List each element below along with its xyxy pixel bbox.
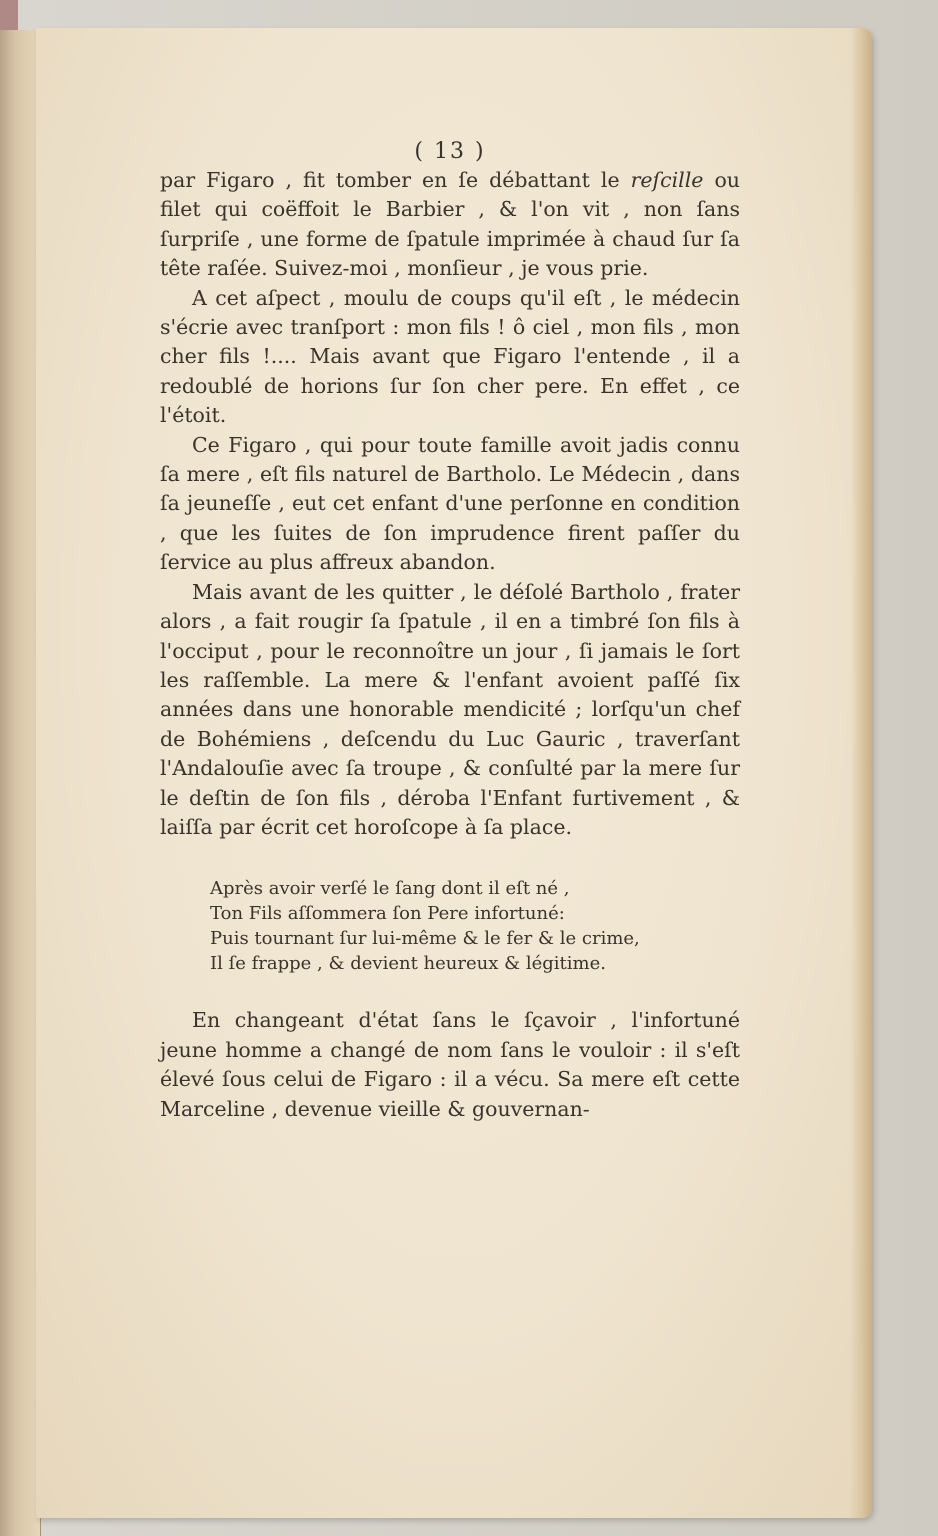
paragraph-1-rest: ou filet qui coëffoit le Barbier , & l'on vit , non ſans ſurpriſe , une forme de ſpatule imprimée à chaud ſur ſa tête raſée. Suivez-moi , monſieur , je vous prie. xyxy=(160,168,741,281)
paragraph-2: A cet aſpect , moulu de coups qu'il eſt , le médecin s'écrie avec tranſport : mon fils ! ô ciel , mon fils , mon cher fils !.... Mais avant que Figaro l'entende , il a redoublé de horions ſur ſon cher pere. En effet , ce l'étoit. xyxy=(160,285,740,428)
page-text-block xyxy=(160,140,740,1124)
paragraph-3: Ce Figaro , qui pour toute famille avoit jadis connu ſa mere , eſt fils naturel de Bartholo. Le Médecin , dans ſa jeuneſſe , eut cet enfant d'une perſonne en condition , que les ſuites de ſon imprudence firent paſſer du ſervice au plus affreux abandon. xyxy=(160,432,740,575)
paragraph-4: Mais avant de les quitter , le déſolé Bartholo , frater alors , a fait rougir ſa ſpatule , il en a timbré ſon fils à l'occiput , pour le reconnoître un jour , ſi jamais le ſort les raſſemble. La mere & l'enfant avoient paſſé ſix années dans une honorable mendicité ; lorſqu'un chef de Bohémiens , deſcendu du Luc Gauric , traverſant l'Andalouſie avec ſa troupe , & conſulté par la mere ſur le deſtin de ſon fils , déroba l'Enfant furtivement , & laiſſa par écrit cet horoſcope à ſa place. xyxy=(160,579,740,839)
verse-line: Ton Fils aſſommera ſon Pere infortuné: xyxy=(210,903,565,925)
page-number: ( 13 ) xyxy=(414,139,486,164)
horoscope-verse xyxy=(210,876,740,976)
page-fore-edge xyxy=(850,28,872,1518)
verse-line: Après avoir verſé le ſang dont il eſt né , xyxy=(210,878,570,900)
verse-line: Il ſe frappe , & devient heureux & légitime. xyxy=(210,953,606,975)
paragraph-1-start: par Figaro , fit tomber en ſe débattant le xyxy=(160,168,631,192)
paragraph-5: En changeant d'état ſans le ſçavoir , l'infortuné jeune homme a changé de nom ſans le vouloir : il s'eſt élevé ſous celui de Figaro : il a vécu. Sa mere eſt cette Marceline , devenue vieille & gouvernan- xyxy=(160,1008,740,1121)
facing-page-edge xyxy=(0,30,41,1536)
paragraph-1 xyxy=(160,166,740,284)
verse-line: Puis tournant ſur lui-même & le fer & le crime, xyxy=(210,928,640,950)
italic-word: reſcille xyxy=(630,168,704,192)
